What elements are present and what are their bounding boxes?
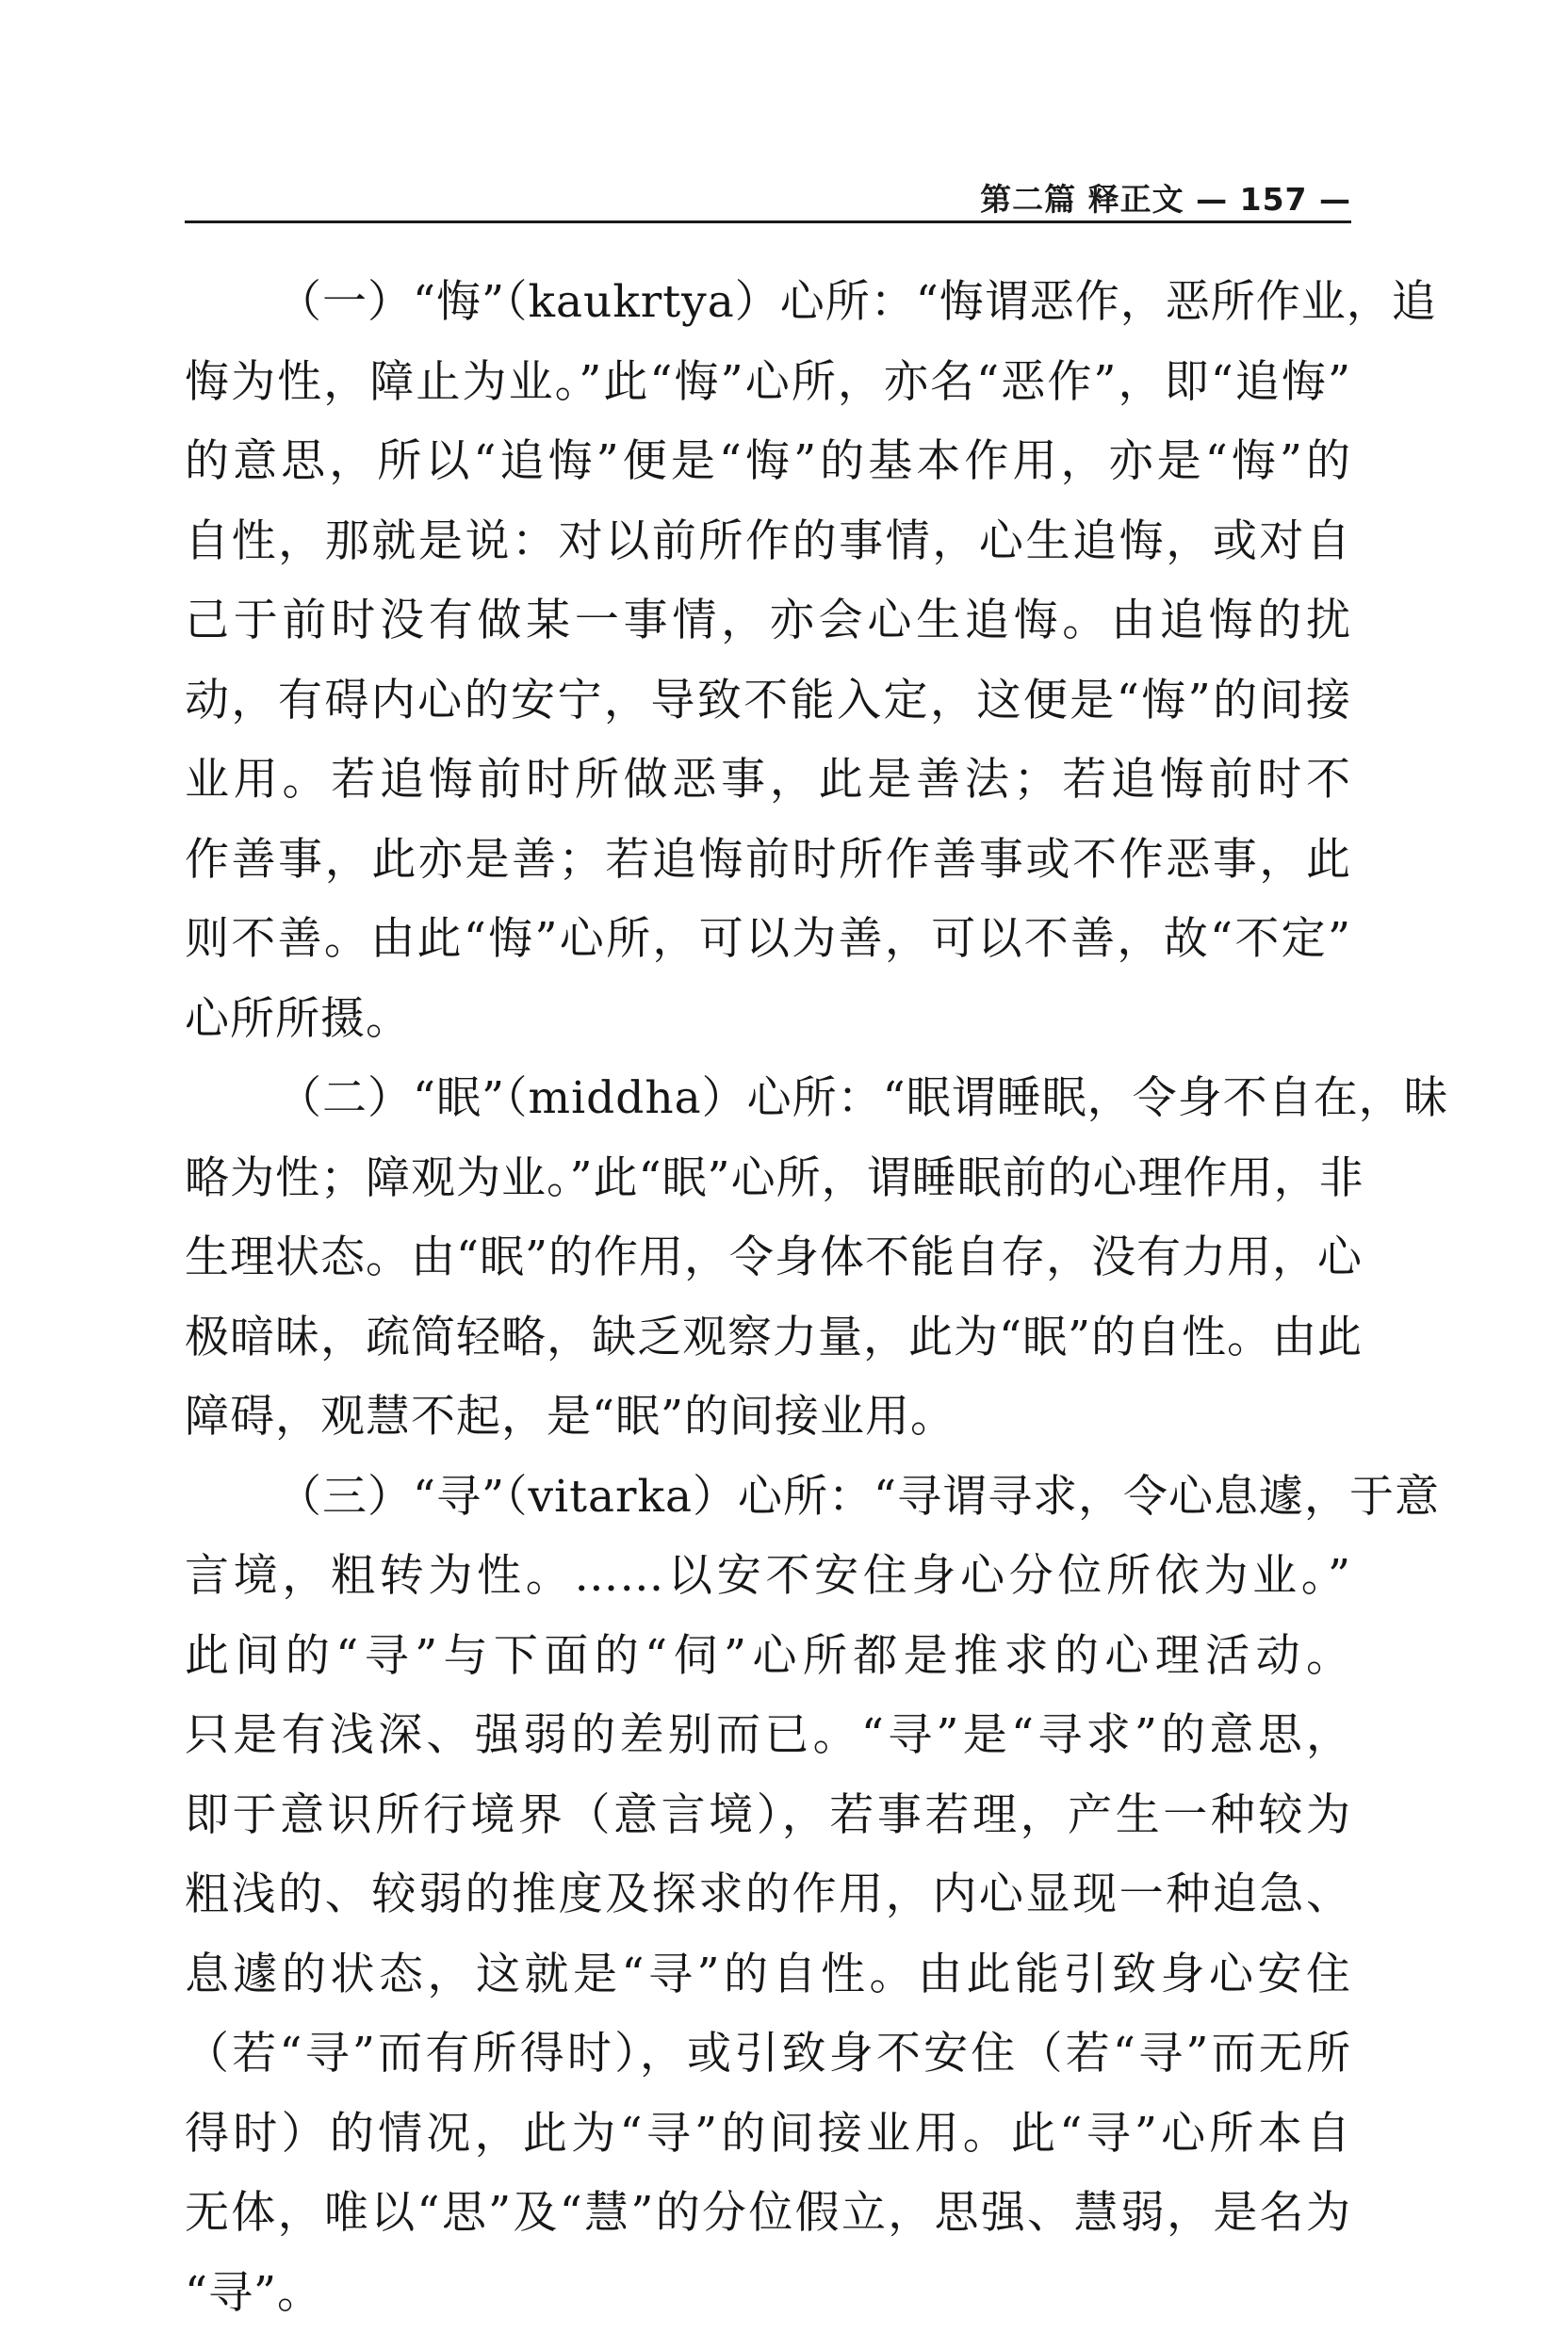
text-line: 只是有浅深、强弱的差别而已。“寻”是“寻求”的意思， — [185, 1696, 1351, 1776]
header-text: 第二篇 释正文 — 157 — — [980, 175, 1351, 220]
body-text — [185, 263, 1351, 2333]
paragraph-hui — [185, 263, 1351, 1059]
text-line: 的意思，所以“追悔”便是“悔”的基本作用，亦是“悔”的 — [185, 422, 1351, 502]
text-line: 息遽的状态，这就是“寻”的自性。由此能引致身心安住 — [185, 1935, 1351, 2015]
text-line: 略为性；障观为业。”此“眠”心所，谓睡眠前的心理作用，非 — [185, 1139, 1351, 1219]
text-line: 心所所摄。 — [185, 980, 1351, 1060]
paragraph-xun — [185, 1458, 1351, 2333]
text-line: 得时）的情况，此为“寻”的间接业用。此“寻”心所本自 — [185, 2095, 1351, 2175]
text-line: 即于意识所行境界（意言境），若事若理，产生一种较为 — [185, 1776, 1351, 1856]
text-line: 生理状态。由“眠”的作用，令身体不能自存，没有力用，心 — [185, 1218, 1351, 1298]
text-line: （三）“寻”（vitarka）心所：“寻谓寻求，令心息遽，于意 — [185, 1458, 1351, 1538]
text-line: 悔为性，障止为业。”此“悔”心所，亦名“恶作”，即“追悔” — [185, 343, 1351, 423]
text-line: 无体，唯以“思”及“慧”的分位假立，思强、慧弱，是名为 — [185, 2174, 1351, 2254]
text-line: （若“寻”而有所得时），或引致身不安住（若“寻”而无所 — [185, 2015, 1351, 2095]
header-rule — [185, 220, 1351, 223]
text-line: 此间的“寻”与下面的“伺”心所都是推求的心理活动。 — [185, 1617, 1351, 1697]
text-line: 自性，那就是说：对以前所作的事情，心生追悔，或对自 — [185, 502, 1351, 582]
text-line: 障碍，观慧不起，是“眠”的间接业用。 — [185, 1378, 1351, 1458]
text-line: “寻”。 — [185, 2254, 1351, 2333]
text-line: 业用。若追悔前时所做恶事，此是善法；若追悔前时不 — [185, 741, 1351, 821]
text-line: 作善事，此亦是善；若追悔前时所作善事或不作恶事，此 — [185, 821, 1351, 901]
text-line: 动，有碍内心的安宁，导致不能入定，这便是“悔”的间接 — [185, 661, 1351, 742]
running-header — [185, 175, 1351, 224]
text-line: （二）“眠”（middha）心所：“眠谓睡眠，令身不自在，昧 — [185, 1059, 1351, 1139]
text-line: 粗浅的、较弱的推度及探求的作用，内心显现一种迫急、 — [185, 1855, 1351, 1935]
text-line: 极暗昧，疏简轻略，缺乏观察力量，此为“眠”的自性。由此 — [185, 1298, 1351, 1379]
text-line: （一）“悔”（kaukrtya）心所：“悔谓恶作，恶所作业，追 — [185, 263, 1351, 343]
text-line: 则不善。由此“悔”心所，可以为善，可以不善，故“不定” — [185, 900, 1351, 980]
text-line: 己于前时没有做某一事情，亦会心生追悔。由追悔的扰 — [185, 581, 1351, 661]
paragraph-mian — [185, 1059, 1351, 1458]
text-line: 言境，粗转为性。……以安不安住身心分位所依为业。” — [185, 1537, 1351, 1617]
